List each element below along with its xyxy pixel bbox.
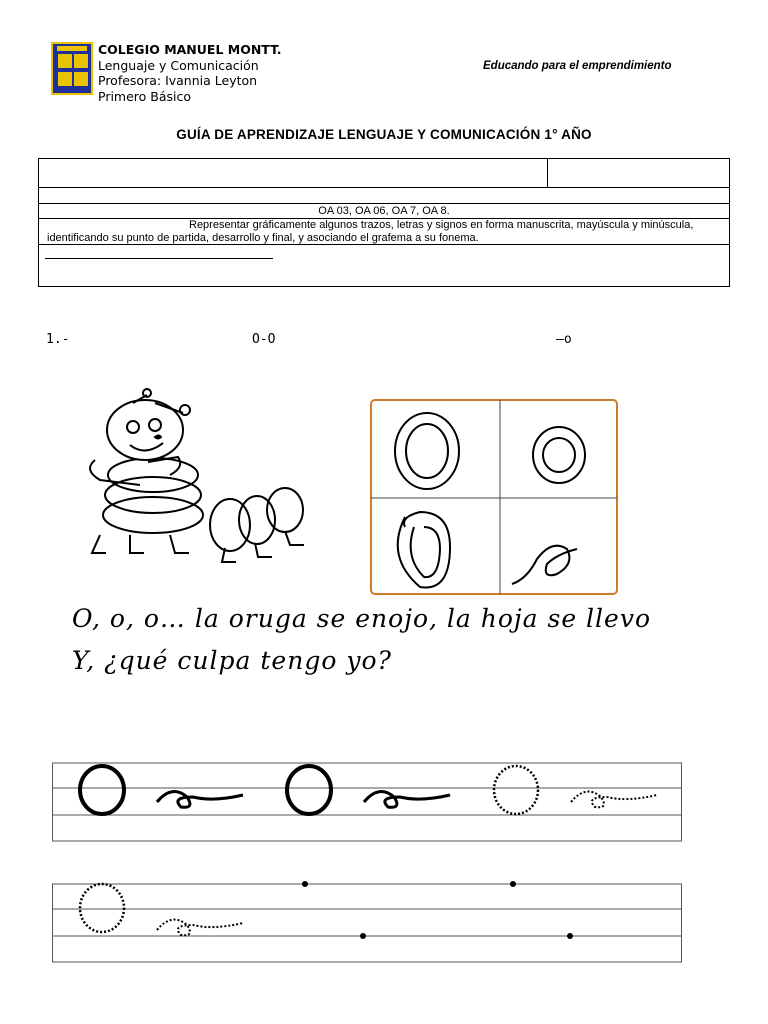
school-name: COLEGIO MANUEL MONTT. — [98, 42, 282, 57]
subject: Lenguaje y Comunicación — [98, 57, 259, 73]
lowercase-letter: –o — [556, 332, 572, 347]
practice-line-2 — [52, 878, 682, 964]
letter-pair: O-O — [252, 332, 276, 347]
table-row — [39, 159, 729, 188]
poem-line-2: Y, ¿qué culpa tengo yo? — [72, 646, 392, 675]
teacher: Profesora: Ivannia Leyton — [98, 73, 258, 88]
school-crest-icon — [51, 42, 93, 95]
name-line — [45, 258, 273, 259]
poem-line-1: O, o, o… la oruga se enojo, la hoja se llevo — [72, 604, 652, 633]
table-row — [39, 188, 729, 204]
exercise-number: 1.- — [46, 332, 70, 347]
grade: Primero Básico — [98, 88, 192, 104]
motto: Educando para el emprendimiento — [483, 60, 672, 72]
school-info — [98, 42, 282, 104]
description-row: Representar gráficamente algunos trazos, letras y signos en forma manuscrita, mayúscula y minúscula, identificando su punto de partida, desarrollo y final, y asociando el grafema a su fonema. — [39, 219, 729, 245]
letter-o-grid-illustration — [370, 399, 618, 595]
objectives-row: OA 03, OA 06, OA 7, OA 8. — [39, 204, 729, 219]
practice-line-1 — [52, 758, 682, 842]
caterpillar-illustration — [75, 385, 335, 570]
info-table — [38, 158, 730, 287]
page-title: GUÍA DE APRENDIZAJE LENGUAJE Y COMUNICACIÓN 1° AÑO — [176, 127, 592, 142]
